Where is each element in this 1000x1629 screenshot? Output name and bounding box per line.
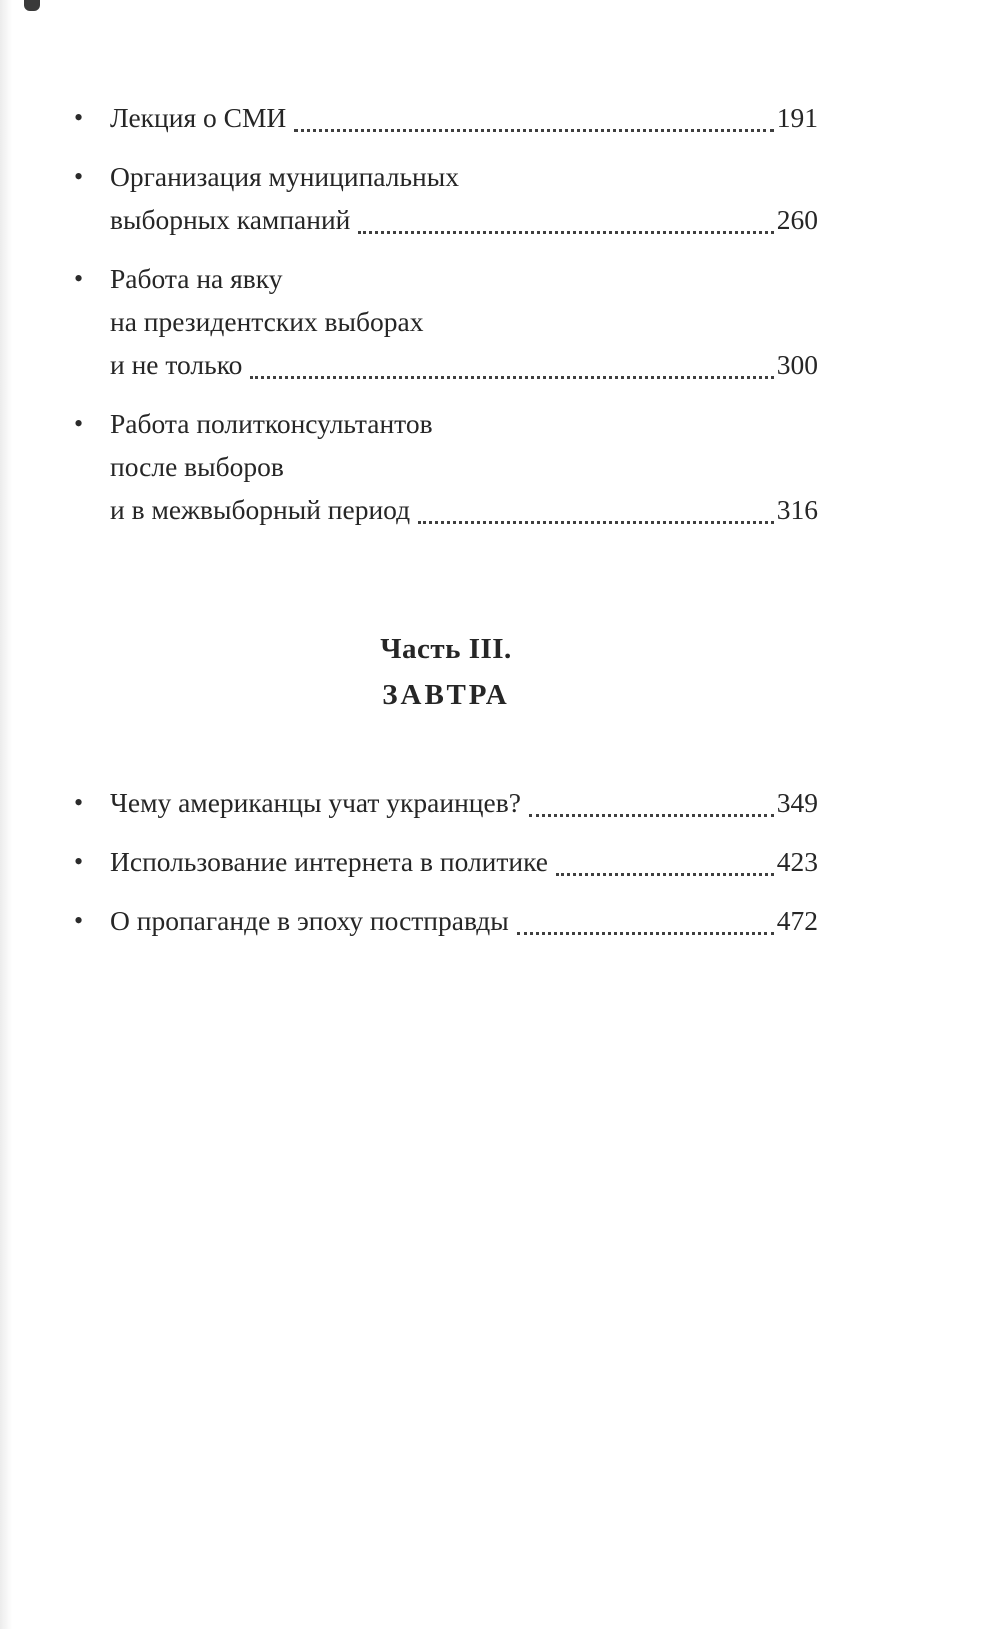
page-number: 316 [776,494,818,525]
toc-bottom-list [74,781,818,942]
toc-top-list [74,96,818,531]
dotted-leader [358,230,773,234]
bullet-icon: • [74,103,84,132]
bullet-icon: • [74,162,84,191]
bullet-icon: • [74,409,84,438]
toc-entry-text: на президентских выборах [110,306,424,337]
toc-entry-text: Лекция о СМИ [110,102,287,133]
toc-entry [74,257,818,386]
page-number: 423 [776,846,818,877]
toc-entry [74,155,818,241]
toc-entry-text: О пропаганде в эпоху постправды [110,905,509,936]
section-heading [74,626,818,718]
dotted-leader [294,128,773,132]
toc-entry-last-line [110,899,818,942]
toc-entry [74,840,818,883]
toc-entry-last-line [110,488,818,531]
bullet-icon: • [74,264,84,293]
section-title: ЗАВТРА [382,679,510,711]
toc-entry-text: после выборов [110,451,284,482]
toc-entry-text: Организация муниципальных [110,161,459,192]
dotted-leader [529,813,774,817]
toc-entry [74,781,818,824]
dotted-leader [418,520,774,524]
dotted-leader [517,931,774,935]
toc-entry-last-line [110,198,818,241]
toc-entry-text: и в межвыборный период [110,494,411,525]
bullet-icon: • [74,847,84,876]
page-number: 349 [776,787,818,818]
page-number: 191 [776,102,818,133]
toc-entry [74,402,818,531]
toc-entry-text: Работа политконсультантов [110,408,433,439]
toc-entry-last-line [110,343,818,386]
section-part-label: Часть III. [380,633,512,665]
page-number: 472 [776,905,818,936]
toc-entry-last-line [110,840,818,883]
bullet-icon: • [74,906,84,935]
toc-entry [74,96,818,139]
toc-entry-text: и не только [110,349,243,380]
page-number: 300 [776,349,818,380]
toc-entry-text: Чему американцы учат украинцев? [110,787,521,818]
toc-entry [74,899,818,942]
toc-entry-text: Использование интернета в политике [110,846,549,877]
toc-entry-text: выборных кампаний [110,204,351,235]
toc-entry-last-line [110,781,818,824]
dotted-leader [556,872,774,876]
scan-artifact [24,0,40,11]
page-number: 260 [776,204,818,235]
bullet-icon: • [74,788,84,817]
toc-entry-text: Работа на явку [110,263,283,294]
toc-entry-last-line [110,96,818,139]
dotted-leader [250,375,773,379]
